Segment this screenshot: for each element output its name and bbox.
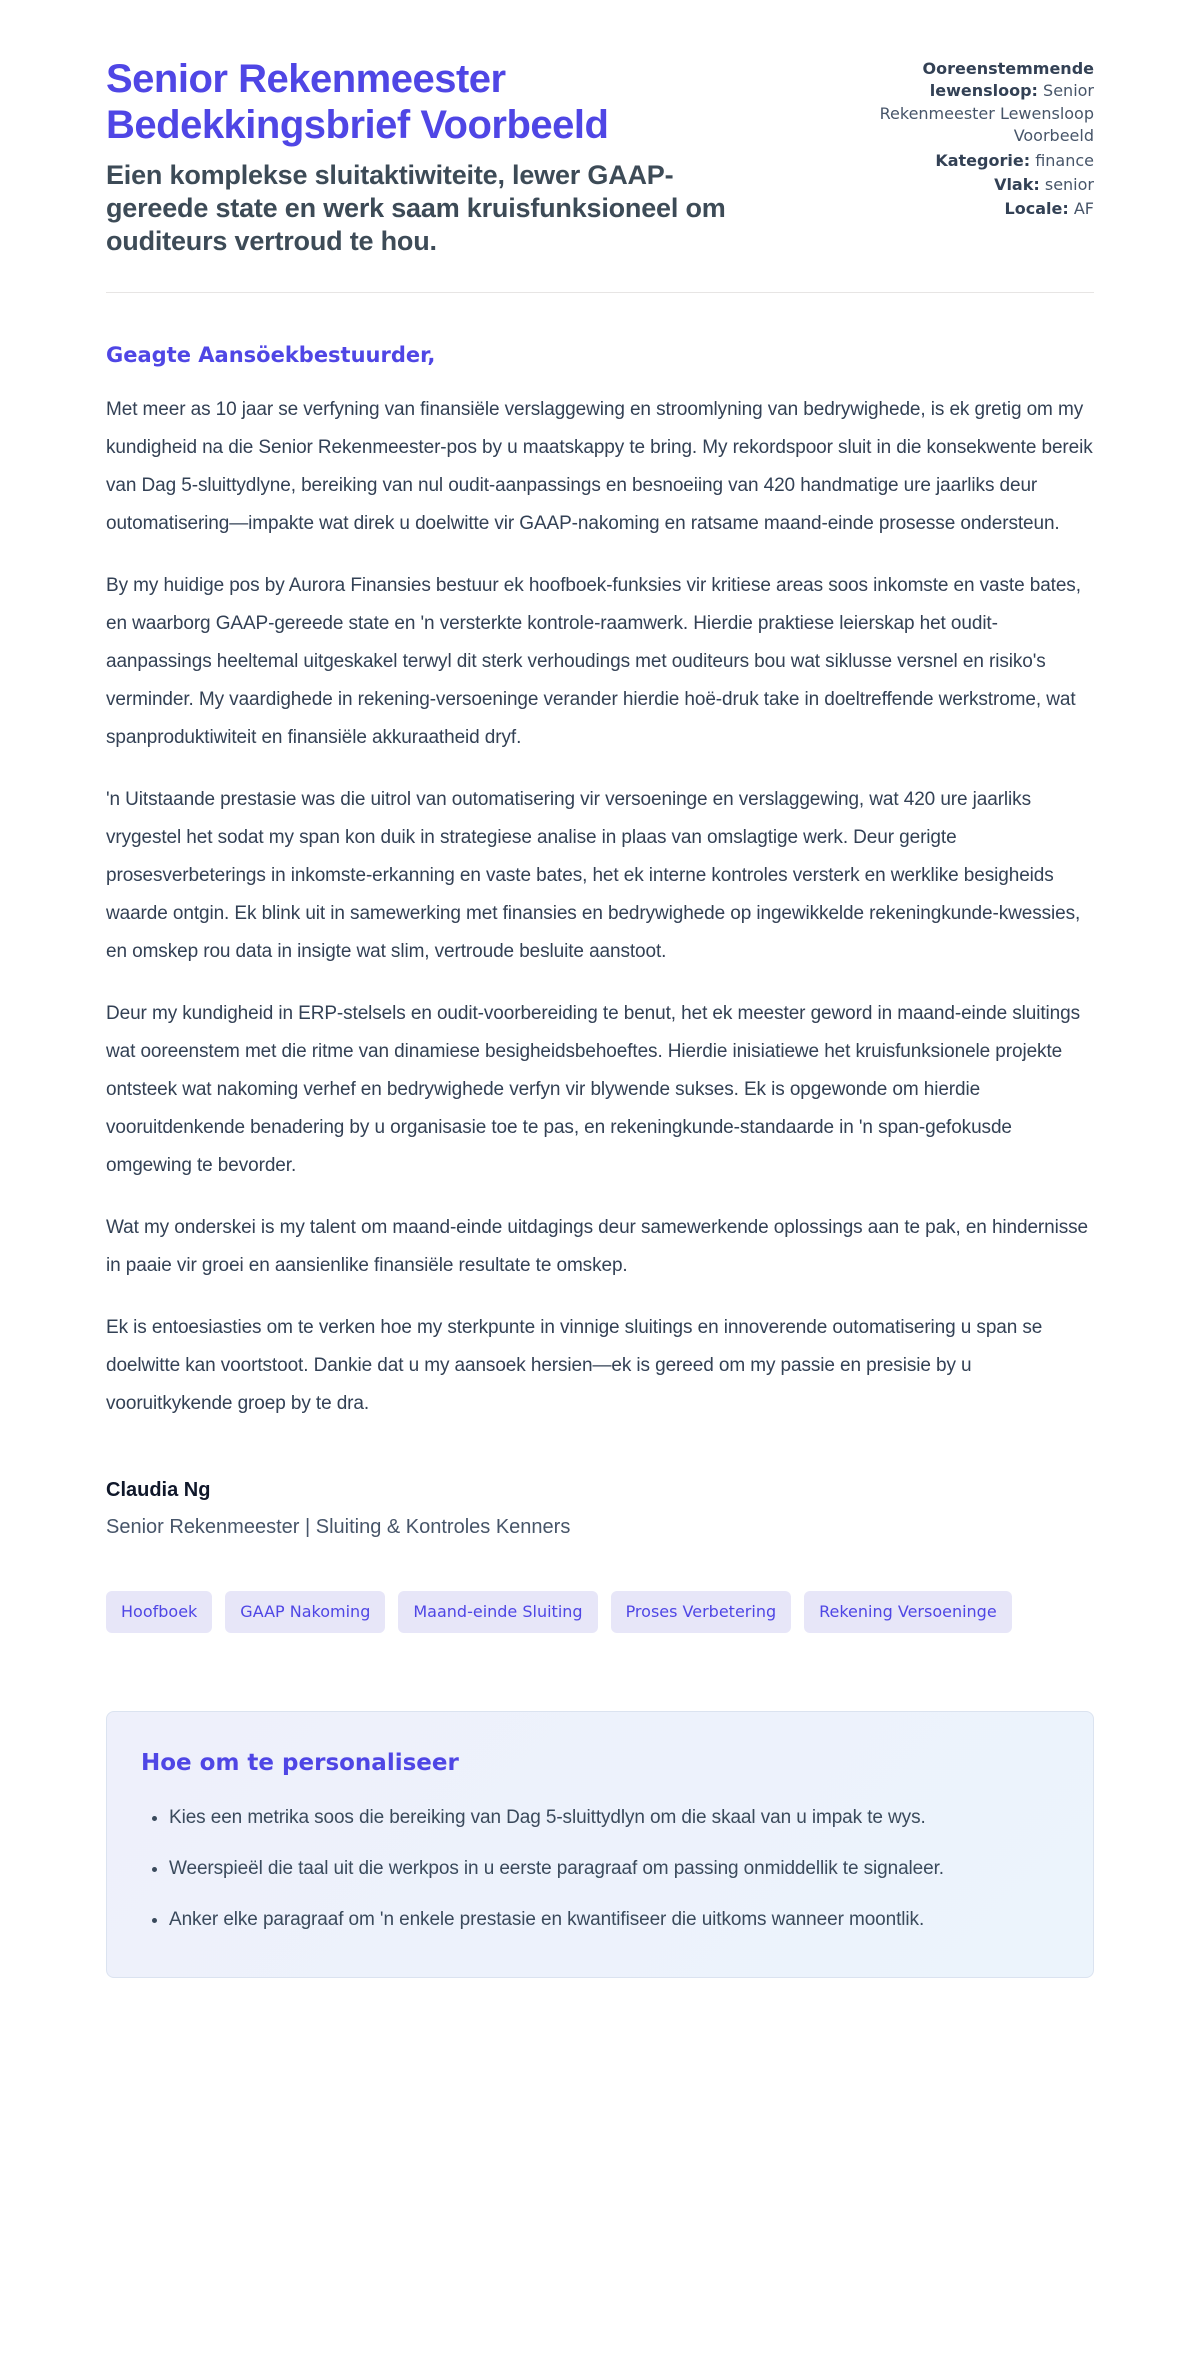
callout-bullet: • Weerspieël die taal uit die werkpos in u eerste paragraaf om passing onmiddellik te signaleer. xyxy=(169,1851,1059,1886)
callout-bullet: • Kies een metrika soos die bereiking van Dag 5-sluittydlyn om die skaal van u impak te wys. xyxy=(169,1800,1059,1835)
meta-value: AF xyxy=(1073,199,1094,219)
signature-block xyxy=(106,1479,1094,1539)
header-divider xyxy=(106,292,1094,293)
signature-role: Senior Rekenmeester | Sluiting & Kontroles Kenners xyxy=(106,1515,571,1538)
skill-tag: Maand-einde Sluiting xyxy=(398,1591,597,1633)
skill-tag: Hoofboek xyxy=(106,1591,212,1633)
letter-paragraph: Met meer as 10 jaar se verfyning van finansiële verslaggewing en stroomlyning van bedrywighede, is ek gretig om my kundigheid na die Senior Rekenmeester-pos by u maatskappy te bring. My rekordspoor sluit in die konsekwente bereik van Dag 5-sluittydlyne, bereiking van nul oudit-aanpassings en besnoeiing van 420 handmatige ure jaarliks deur outomatisering—impakte wat direk u doelwitte vir GAAP-nakoming en ratsame maand-einde prosesse ondersteun. xyxy=(106,398,1093,534)
document-meta xyxy=(842,56,1094,223)
meta-label: Ooreenstemmende lewensloop: xyxy=(922,59,1094,101)
skill-tag: Rekening Versoeninge xyxy=(804,1591,1012,1633)
skill-tag: Proses Verbetering xyxy=(611,1591,792,1633)
page-title: Senior Rekenmeester Bedekkingsbrief Voorbeeld xyxy=(106,57,609,148)
meta-matching-resume xyxy=(842,58,1094,148)
callout-title: Hoe om te personaliseer xyxy=(141,1749,459,1776)
page-container xyxy=(106,0,1094,2038)
meta-category xyxy=(842,150,1094,172)
skill-tag: GAAP Nakoming xyxy=(225,1591,385,1633)
meta-level xyxy=(842,174,1094,196)
page-subtitle: Eien komplekse sluitaktiwiteite, lewer GAAP-gereede state en werk saam kruisfunksioneel om ouditeurs vertroud te hou. xyxy=(106,159,726,256)
skill-tags-row xyxy=(106,1591,1094,1633)
meta-label: Kategorie: xyxy=(935,150,1031,170)
meta-label: Locale: xyxy=(1004,199,1069,219)
letter-paragraph: Ek is entoesiasties om te verken hoe my sterkpunte in vinnige sluitings en innoverende outomatisering u span se doelwitte kan voortstoot. Dankie dat u my aansoek hersien—ek is gereed om my passie en presisie by u vooruitkykende groep by te dra. xyxy=(106,1316,1043,1414)
callout-bullet: • Anker elke paragraaf om 'n enkele prestasie en kwantifiseer die uitkoms wanneer moontlik. xyxy=(169,1902,1059,1937)
meta-value: Senior Rekenmeester Lewensloop Voorbeeld xyxy=(879,81,1094,146)
letter-paragraph: 'n Uitstaande prestasie was die uitrol van outomatisering vir versoeninge en verslaggewing, wat 420 ure jaarliks vrygestel het sodat my span kon duik in strategiese analise in plaas van omslagtige werk. Deur gerigte prosesverbeterings in inkomste-erkanning en vaste bates, het ek interne kontroles versterk en werklike besigheids waarde ontgin. Ek blink uit in samewerking met finansies en bedrywighede op ingewikkelde rekeningkunde-kwessies, en omskep rou data in insigte wat slim, vertroude besluite aanstoot. xyxy=(106,788,1081,962)
letter-paragraph: Wat my onderskei is my talent om maand-einde uitdagings deur samewerkende oplossings aan te pak, en hindernisse in paaie vir groei en aansienlike finansiële resultate te omskep. xyxy=(106,1216,1089,1276)
personalization-tips-callout xyxy=(106,1711,1094,1978)
callout-bullet-list xyxy=(141,1800,1059,1937)
meta-value: finance xyxy=(1035,150,1094,170)
cover-letter-body xyxy=(106,343,1094,1423)
document-header xyxy=(106,56,1094,258)
letter-paragraph: By my huidige pos by Aurora Finansies bestuur ek hoofboek-funksies vir kritiese areas soos inkomste en vaste bates, en waarborg GAAP-gereede state en 'n versterkte kontrole-raamwerk. Hierdie praktiese leierskap het oudit-aanpassings heeltemal uitgeskakel terwyl dit sterk verhoudings met ouditeurs bou wat siklusse versnel en risiko's verminder. My vaardighede in rekening-versoeninge verander hierdie hoë-druk take in doeltreffende werkstrome, wat spanproduktiwiteit en finansiële akkuraatheid dryf. xyxy=(106,574,1081,748)
meta-value: senior xyxy=(1044,174,1094,194)
letter-greeting: Geagte Aansöekbestuurder, xyxy=(106,342,436,367)
header-title-block xyxy=(106,56,746,258)
signature-name: Claudia Ng xyxy=(106,1478,211,1501)
meta-locale xyxy=(842,198,1094,220)
meta-label: Vlak: xyxy=(994,174,1040,194)
letter-paragraph: Deur my kundigheid in ERP-stelsels en oudit-voorbereiding te benut, het ek meester geword in maand-einde sluitings wat ooreenstem met die ritme van dinamiese besigheidsbehoeftes. Hierdie inisiatiewe het kruisfunksionele projekte ontsteek wat nakoming verhef en bedrywighede verfyn vir blywende sukses. Ek is opgewonde om hierdie vooruitdenkende benadering by u organisasie toe te pas, en rekeningkunde-standaarde in 'n span-gefokusde omgewing te bevorder. xyxy=(106,1002,1080,1176)
